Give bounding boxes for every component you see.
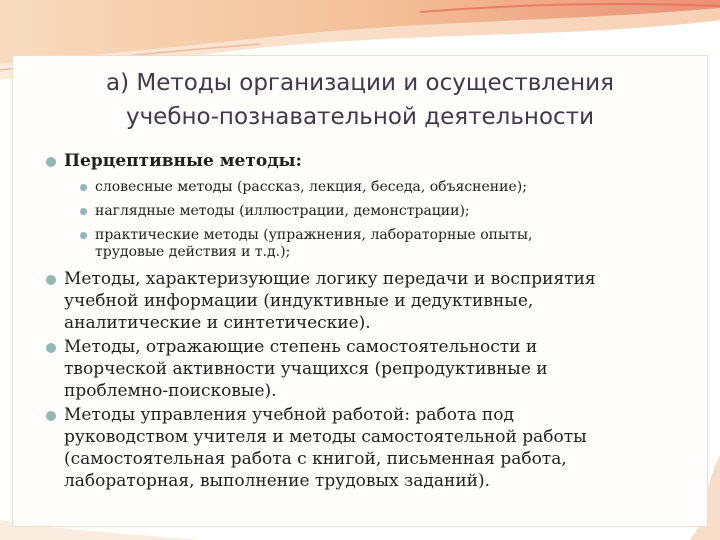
bullet-dot	[46, 411, 56, 421]
list-item-independence-line-2: творческой активности учащихся (репродуктивные и	[64, 359, 548, 379]
bullet-dot	[80, 208, 87, 215]
bullet-dot	[80, 232, 87, 239]
bullet-dot	[46, 343, 56, 353]
list-item-logic-line-3: аналитические и синтетические).	[64, 313, 371, 333]
list-item-perceptive: Перцептивные методы:	[64, 151, 302, 171]
sub-item-practical: практические методы (упражнения, лабораторные опыты,	[95, 227, 533, 243]
sub-item-practical-cont: трудовые действия и т.д.);	[95, 244, 291, 260]
bullet-dot	[46, 157, 56, 167]
list-item-independence-line-1: Методы, отражающие степень самостоятельности и	[64, 337, 538, 357]
title-line-1: а) Методы организации и осуществления	[106, 70, 614, 96]
list-item-management-line-3: (самостоятельная работа с книгой, письменная работа,	[64, 449, 567, 469]
list-item-logic-line-2: учебной информации (индуктивные и дедуктивные,	[64, 291, 534, 311]
list-item-management-line-4: лабораторная, выполнение трудовых заданий).	[64, 471, 491, 491]
sub-item-verbal: словесные методы (рассказ, лекция, беседа, объяснение);	[95, 179, 527, 195]
title-line-2: учебно-познавательной деятельности	[125, 104, 595, 130]
bullet-dot	[80, 184, 87, 191]
list-item-logic-line-1: Методы, характеризующие логику передачи и восприятия	[64, 269, 596, 289]
sub-item-visual: наглядные методы (иллюстрации, демонстрации);	[95, 203, 470, 219]
list-item-management-line-2: руководством учителя и методы самостоятельной работы	[64, 427, 587, 447]
list-item-management-line-1: Методы управления учебной работой: работа под	[64, 405, 514, 425]
bullet-dot	[46, 275, 56, 285]
list-item-independence-line-3: проблемно-поисковые).	[64, 381, 277, 401]
